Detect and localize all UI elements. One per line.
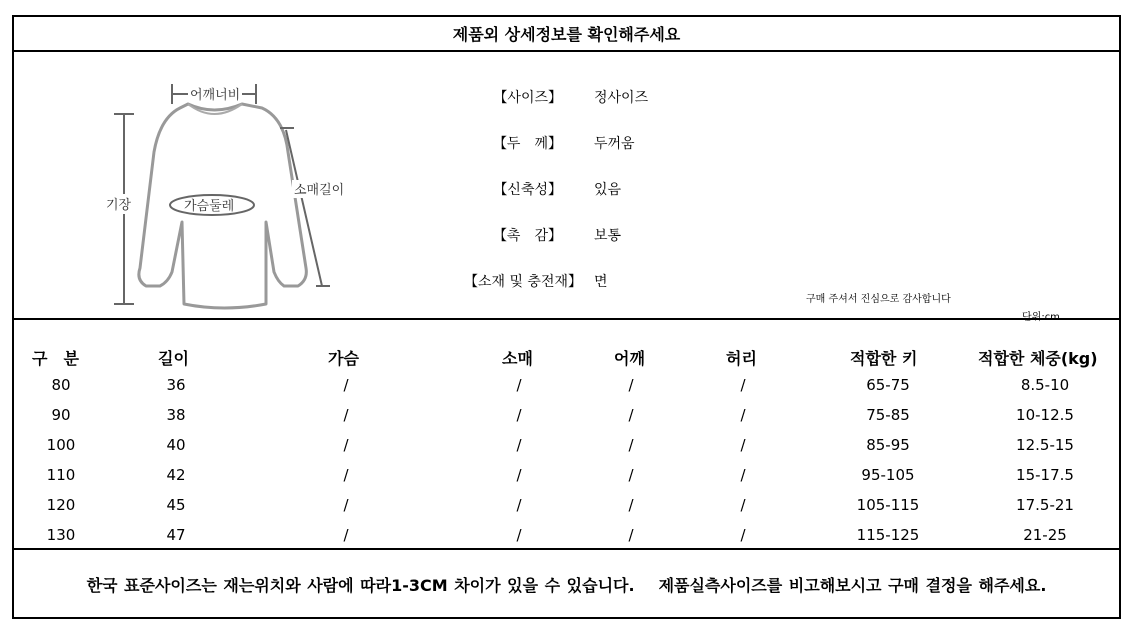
cell-sleeve: / [516, 406, 522, 424]
unit-label: 단위:cm [1022, 312, 1060, 323]
cell-waist: / [740, 496, 746, 514]
cell-chest: / [343, 376, 349, 394]
cell-fit-weight: 10-12.5 [1016, 406, 1074, 424]
cell-fit-weight: 15-17.5 [1016, 466, 1074, 484]
sleeve-label: 소매길이 [294, 183, 345, 198]
cell-length: 47 [166, 526, 186, 544]
cell-category: 130 [46, 526, 76, 544]
cell-length: 38 [166, 406, 186, 424]
spec-size-value: 정사이즈 [594, 90, 649, 106]
product-info-section [14, 52, 1119, 323]
cell-category: 120 [46, 496, 76, 514]
cell-fit-height: 85-95 [866, 436, 910, 454]
spec-material-label: 【소재 및 충전재】 [463, 274, 582, 290]
header-category: 구 분 [32, 349, 79, 368]
table-row [14, 406, 1119, 436]
spec-elasticity-label: 【신축성】 [493, 182, 562, 198]
cell-fit-height: 65-75 [866, 376, 910, 394]
header-waist: 허리 [726, 349, 757, 368]
cell-category: 80 [51, 376, 71, 394]
cell-waist: / [740, 466, 746, 484]
header-fit-height: 적합한 키 [850, 349, 918, 368]
cell-sleeve: / [516, 466, 522, 484]
table-row [14, 466, 1119, 496]
cell-fit-weight: 17.5-21 [1016, 496, 1074, 514]
cell-fit-height: 105-115 [856, 496, 920, 514]
cell-shoulder: / [628, 526, 634, 544]
cell-shoulder: / [628, 436, 634, 454]
thanks-message: 구매 주셔서 진심으로 감사합니다 [806, 294, 951, 305]
size-notice-part2: 제품실측사이즈를 비고해보시고 구매 결정을 해주세요. [658, 576, 1047, 595]
cell-waist: / [740, 406, 746, 424]
cell-category: 110 [46, 466, 76, 484]
length-label: 기장 [106, 198, 132, 213]
spec-thickness-label: 【두 께】 [492, 136, 562, 152]
cell-fit-weight: 12.5-15 [1016, 436, 1074, 454]
cell-waist: / [740, 436, 746, 454]
size-info-sheet [12, 15, 1121, 619]
cell-chest: / [343, 406, 349, 424]
header-chest: 가슴 [328, 349, 359, 368]
cell-shoulder: / [628, 406, 634, 424]
cell-fit-weight: 8.5-10 [1020, 376, 1070, 394]
spec-material-value: 면 [594, 274, 608, 290]
cell-sleeve: / [516, 376, 522, 394]
cell-sleeve: / [516, 526, 522, 544]
cell-sleeve: / [516, 496, 522, 514]
table-row [14, 496, 1119, 526]
cell-shoulder: / [628, 376, 634, 394]
shoulder-label: 어깨너비 [190, 88, 241, 103]
spec-elasticity-value: 있음 [594, 182, 622, 198]
cell-shoulder: / [628, 496, 634, 514]
cell-chest: / [343, 526, 349, 544]
header-length: 길이 [158, 349, 189, 368]
page-title: 제품외 상세정보를 확인해주세요 [14, 17, 1119, 52]
cell-chest: / [343, 436, 349, 454]
cell-length: 42 [166, 466, 186, 484]
spec-texture-label: 【촉 감】 [492, 228, 562, 244]
cell-fit-height: 75-85 [866, 406, 910, 424]
spec-texture-value: 보통 [594, 228, 622, 244]
cell-category: 90 [51, 406, 71, 424]
table-row [14, 436, 1119, 466]
size-notice-part1: 한국 표준사이즈는 재는위치와 사람에 따라1-3CM 차이가 있을 수 있습니다. [86, 576, 635, 595]
table-row [14, 376, 1119, 406]
spec-size-label: 【사이즈】 [493, 90, 562, 106]
spec-thickness-value: 두꺼움 [594, 136, 635, 152]
cell-fit-weight: 21-25 [1023, 526, 1067, 544]
cell-category: 100 [46, 436, 76, 454]
header-sleeve: 소매 [502, 349, 533, 368]
cell-fit-height: 115-125 [856, 526, 920, 544]
cell-fit-height: 95-105 [861, 466, 915, 484]
cell-length: 40 [166, 436, 186, 454]
cell-chest: / [343, 496, 349, 514]
header-shoulder: 어깨 [614, 349, 645, 368]
size-table [14, 320, 1119, 550]
cell-sleeve: / [516, 436, 522, 454]
header-fit-weight: 적합한 체중(kg) [978, 349, 1098, 368]
cell-waist: / [740, 376, 746, 394]
cell-waist: / [740, 526, 746, 544]
chest-label: 가슴둘레 [184, 199, 235, 214]
cell-length: 45 [166, 496, 186, 514]
cell-length: 36 [166, 376, 186, 394]
size-notice [14, 550, 1119, 619]
garment-measurement-diagram [84, 72, 364, 317]
garment-diagram-svg [84, 72, 364, 317]
cell-shoulder: / [628, 466, 634, 484]
cell-chest: / [343, 466, 349, 484]
